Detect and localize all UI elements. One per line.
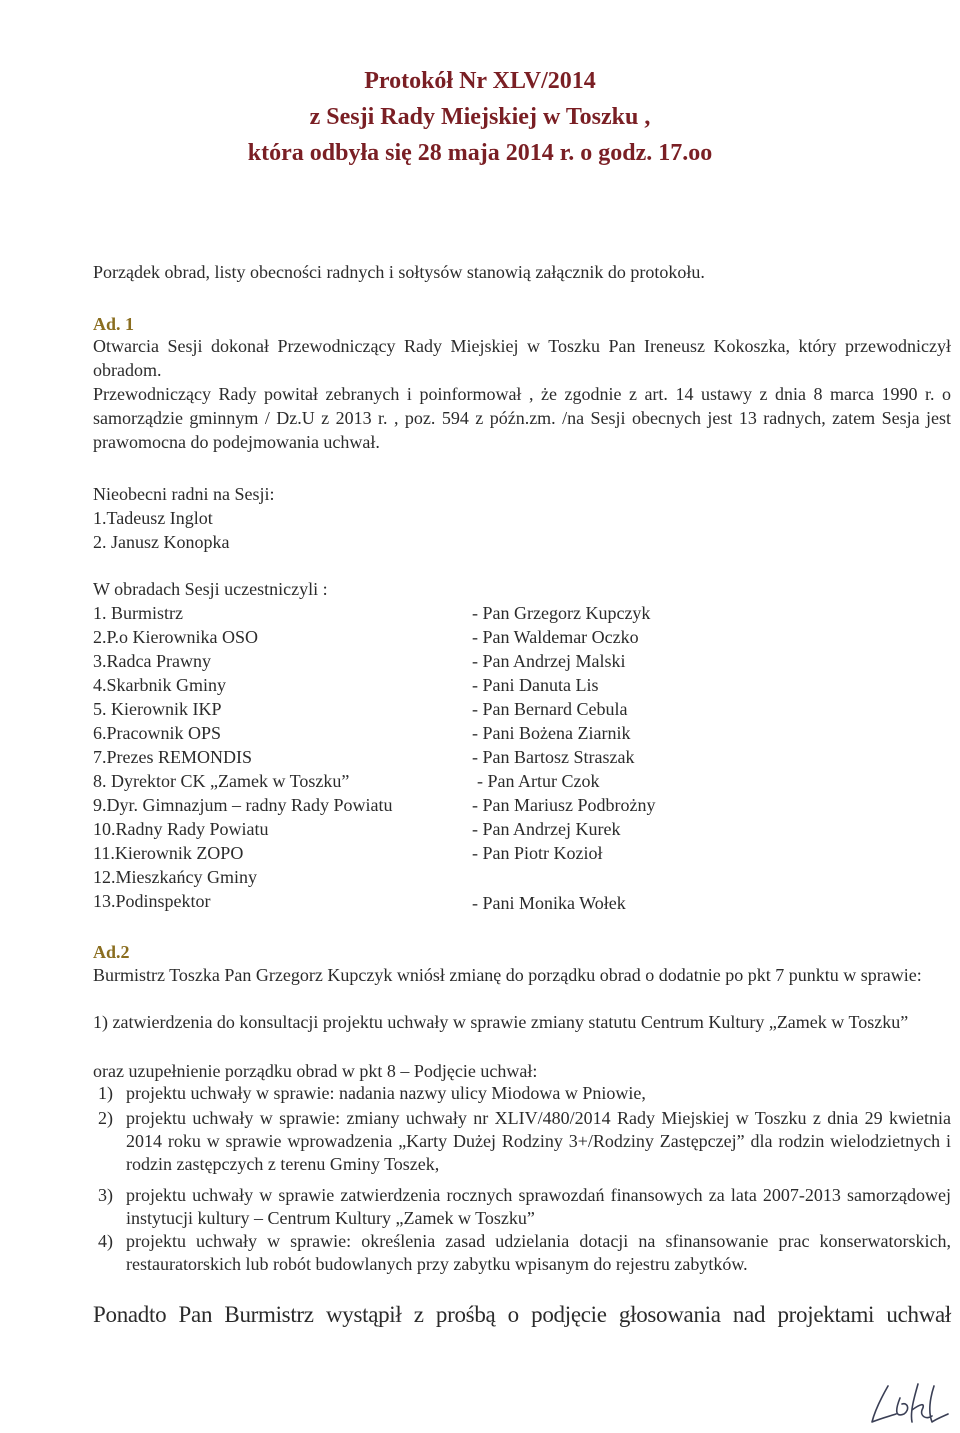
participant-name: - Pan Artur Czok [477,771,600,791]
intro-text: Porządek obrad, listy obecności radnych i sołtysów stanowią załącznik do protokołu. [93,262,705,282]
resolution-item [93,1107,951,1176]
item-number: 4) [98,1231,113,1251]
item-text: zatwierdzenia do konsultacji projektu uchwały w sprawie zmiany statutu Centrum Kultury „Zamek w Toszku” [112,1012,909,1032]
ad2-paragraph-agenda: oraz uzupełnienie porządku obrad w pkt 8 – Podjęcie uchwał: [93,1061,538,1081]
document-subtitle-session: z Sesji Rady Miejskiej w Toszku , [309,104,651,130]
closing-sentence: Ponadto Pan Burmistrz wystąpił z prośbą o podjęcie głosowania nad projektami uchwał [93,1302,951,1327]
participant-role: 4.Skarbnik Gminy [93,675,226,695]
participant-name: - Pan Mariusz Podbrożny [472,795,656,815]
participant-name: - Pan Piotr Kozioł [472,843,603,863]
item-text: projektu uchwały w sprawie zatwierdzenia rocznych sprawozdań finansowych za lata 2007-2013 samorządowej instytucji kultury – Centrum Kultury „Zamek w Toszku” [126,1185,951,1228]
participant-role: 13.Podinspektor [93,891,211,911]
ad2-paragraph-amendment: Burmistrz Toszka Pan Grzegorz Kupczyk wniósł zmianę do porządku obrad o dodatnie po pkt 7 punktu w sprawie: [93,965,922,985]
ad1-paragraph-opening: Otwarcia Sesji dokonał Przewodniczący Rady Miejskiej w Toszku Pan Ireneusz Kokoszka, który przewodniczył obradom. [93,336,951,380]
participant-role: 9.Dyr. Gimnazjum – radny Rady Powiatu [93,795,393,815]
participant-role: 2.P.o Kierownika OSO [93,627,258,647]
participant-name: - Pan Bartosz Straszak [472,747,635,767]
signature-mark [860,1378,950,1428]
resolution-item [93,1082,951,1105]
ad2-amendment-item [93,1011,951,1034]
resolution-item [93,1230,951,1276]
participant-role: 11.Kierownik ZOPO [93,843,244,863]
participant-role: 8. Dyrektor CK „Zamek w Toszku” [93,771,350,791]
participant-name: - Pan Grzegorz Kupczyk [472,603,651,623]
participant-name: - Pani Monika Wołek [472,893,626,913]
absent-item: 2. Janusz Konopka [93,532,230,552]
participant-role: 7.Prezes REMONDIS [93,747,252,767]
item-text: projektu uchwały w sprawie: zmiany uchwały nr XLIV/480/2014 Rady Miejskiej w Toszku z dnia 29 kwietnia 2014 roku w sprawie wprowadzenia „Karty Dużej Rodziny 3+/Rodziny Zastępczej” dla rodzin wielodzietnych i rodzin zastępczych z terenu Gminy Toszek, [126,1108,951,1174]
document-subtitle-date: która odbyła się 28 maja 2014 r. o godz. 17.oo [247,140,713,166]
ad2-heading: Ad.2 [93,942,130,962]
document-title: Protokół Nr XLV/2014 [364,68,596,94]
ad1-paragraph-quorum: Przewodniczący Rady powitał zebranych i poinformował , że zgodnie z art. 14 ustawy z dnia 8 marca 1990 r. o samorządzie gminnym / Dz.U z 2013 r. , poz. 594 z późn.zm. /na Sesji obecnych jest 13 radnych, zatem Sesja jest prawomocna do podejmowania uchwał. [93,384,951,452]
participants-heading: W obradach Sesji uczestniczyli : [93,579,328,599]
participant-name: - Pani Bożena Ziarnik [472,723,631,743]
participant-role: 3.Radca Prawny [93,651,211,671]
item-text: projektu uchwały w sprawie: określenia zasad udzielania dotacji na sfinansowanie prac konserwatorskich, restauratorskich lub robót budowlanych przy zabytku wpisanym do rejestru zabytków. [126,1231,951,1274]
participant-name: - Pani Danuta Lis [472,675,599,695]
participant-name: - Pan Bernard Cebula [472,699,628,719]
participant-role: 1. Burmistrz [93,603,183,623]
participant-role: 5. Kierownik IKP [93,699,222,719]
participant-name: - Pan Waldemar Oczko [472,627,639,647]
absent-heading: Nieobecni radni na Sesji: [93,484,275,504]
item-number: 1) [98,1083,113,1103]
participant-role: 6.Pracownik OPS [93,723,222,743]
absent-item: 1.Tadeusz Inglot [93,508,213,528]
participant-role: 12.Mieszkańcy Gminy [93,867,257,887]
resolution-item [93,1184,951,1230]
ad1-heading: Ad. 1 [93,314,135,334]
participant-name: - Pan Andrzej Kurek [472,819,621,839]
participant-name: - Pan Andrzej Malski [472,651,626,671]
item-number: 2) [98,1108,113,1128]
item-number: 3) [98,1185,113,1205]
item-text: projektu uchwały w sprawie: nadania nazwy ulicy Miodowa w Pniowie, [126,1083,646,1103]
participant-role: 10.Radny Rady Powiatu [93,819,269,839]
item-number: 1) [93,1012,108,1032]
